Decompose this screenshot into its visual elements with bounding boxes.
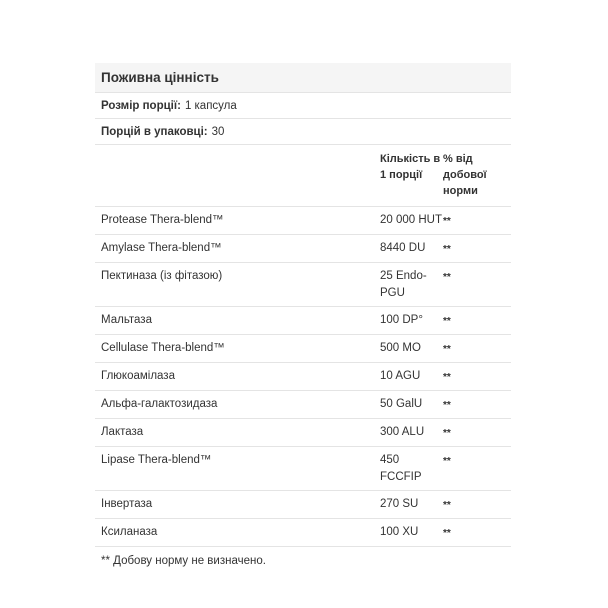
nutrient-daily-value: ** — [443, 372, 451, 383]
nutrient-amount: 500 MO — [380, 342, 421, 354]
nutrient-name: Глюкоамілаза — [101, 370, 175, 382]
nutrient-name: Мальтаза — [101, 314, 152, 326]
nutrient-rows — [95, 207, 511, 547]
nutrition-facts-panel — [95, 63, 511, 567]
nutrient-amount: 100 XU — [380, 526, 419, 538]
nutrient-daily-value: ** — [443, 244, 451, 255]
nutrient-amount: 100 DP° — [380, 314, 423, 326]
nutrient-name: Інвертаза — [101, 498, 153, 510]
table-row — [95, 447, 511, 491]
nutrient-daily-value: ** — [443, 216, 451, 227]
nutrient-daily-value: ** — [443, 428, 451, 439]
serving-size-label: Розмір порції: — [101, 99, 181, 112]
nutrient-name: Пектиназа (із фітазою) — [101, 270, 223, 282]
table-row — [95, 263, 511, 307]
nutrient-amount: 50 GalU — [380, 398, 423, 410]
table-row — [95, 491, 511, 519]
nutrient-daily-value: ** — [443, 272, 451, 283]
servings-per-container-value: 30 — [211, 125, 225, 138]
nutrient-name: Ксиланаза — [101, 526, 158, 538]
footnote: ** Добову норму не визначено. — [101, 555, 266, 567]
nutrient-name: Protease Thera-blend™ — [101, 214, 224, 226]
servings-per-container-label: Порцій в упаковці: — [101, 125, 208, 138]
table-row — [95, 391, 511, 419]
table-row — [95, 363, 511, 391]
panel-title: Поживна цінність — [95, 63, 511, 93]
nutrient-daily-value: ** — [443, 344, 451, 355]
nutrient-name: Lipase Thera-blend™ — [101, 454, 212, 466]
table-row — [95, 419, 511, 447]
nutrient-amount: 10 AGU — [380, 370, 421, 382]
nutrient-amount: 8440 DU — [380, 242, 426, 254]
nutrient-name: Альфа-галактозидаза — [101, 398, 218, 410]
header-daily-value: % від добової норми — [443, 153, 487, 197]
table-row — [95, 335, 511, 363]
table-header — [95, 145, 511, 207]
nutrient-amount: 20 000 HUT — [380, 214, 443, 226]
nutrient-daily-value: ** — [443, 456, 451, 467]
nutrient-name: Cellulase Thera-blend™ — [101, 342, 225, 354]
nutrient-daily-value: ** — [443, 528, 451, 539]
serving-size-value: 1 капсула — [184, 99, 237, 112]
nutrient-amount: 300 ALU — [380, 426, 425, 438]
nutrient-name: Amylase Thera-blend™ — [101, 242, 222, 254]
header-amount: Кількість в 1 порції — [380, 153, 441, 181]
serving-size-row — [95, 93, 511, 119]
table-row — [95, 207, 511, 235]
nutrient-daily-value: ** — [443, 316, 451, 327]
table-row — [95, 235, 511, 263]
nutrient-amount: 270 SU — [380, 498, 419, 510]
nutrient-name: Лактаза — [101, 426, 144, 438]
nutrient-daily-value: ** — [443, 400, 451, 411]
table-row — [95, 519, 511, 547]
nutrient-daily-value: ** — [443, 500, 451, 511]
nutrient-amount: 450 FCCFIP — [380, 454, 422, 483]
table-row — [95, 307, 511, 335]
nutrient-amount: 25 Endo-PGU — [380, 270, 427, 299]
servings-per-container-row — [95, 119, 511, 145]
